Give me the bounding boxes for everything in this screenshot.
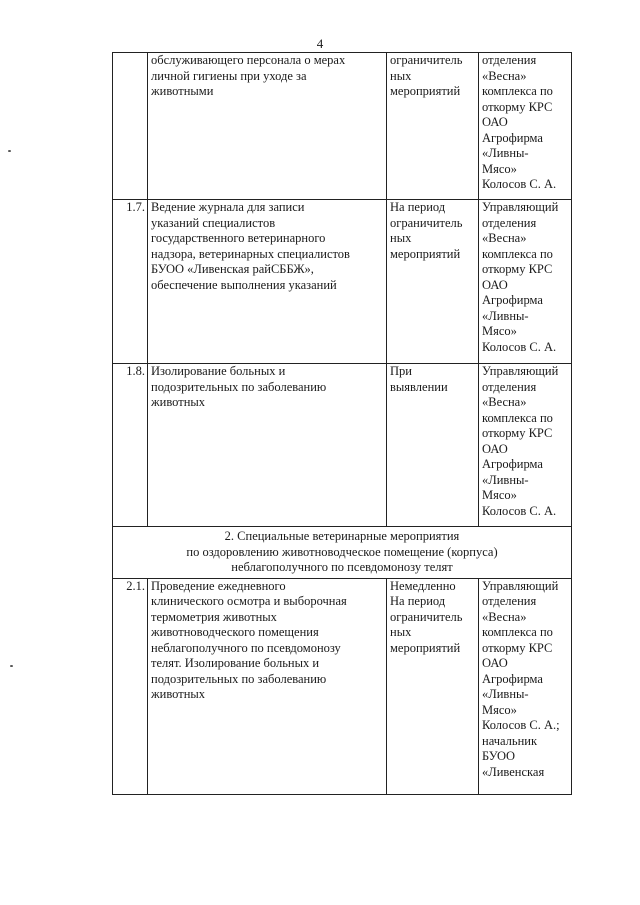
timing-cell: Немедленно На период ограничитель ных мероприятий — [387, 578, 479, 794]
row-number: 1.8. — [113, 364, 148, 527]
table-row — [113, 200, 572, 364]
responsible-cell: отделения «Весна» комплекса по откорму КРС ОАО Агрофирма «Ливны- Мясо» Колосов С. А. — [479, 53, 572, 200]
scan-speck — [8, 150, 11, 152]
table-row — [113, 578, 572, 794]
row-number: 1.7. — [113, 200, 148, 364]
table-row — [113, 53, 572, 200]
responsible-cell: Управляющий отделения «Весна» комплекса по откорму КРС ОАО Агрофирма «Ливны- Мясо» Колосов С. А.; начальник БУОО «Ливенская — [479, 578, 572, 794]
row-number: 2.1. — [113, 578, 148, 794]
measure-cell: Изолирование больных и подозрительных по заболеванию животных — [148, 364, 387, 527]
page-number: 4 — [316, 36, 324, 51]
scan-speck — [10, 665, 13, 667]
measure-cell: Проведение ежедневного клинического осмотра и выборочная термометрия животных животноводческого помещения неблагополучного по псевдомонозу телят. Изолирование больных и подозрительных по заболеванию животных — [148, 578, 387, 794]
timing-cell: На период ограничитель ных мероприятий — [387, 200, 479, 364]
row-number — [113, 53, 148, 200]
responsible-cell: Управляющий отделения «Весна» комплекса по откорму КРС ОАО Агрофирма «Ливны- Мясо» Колосов С. А. — [479, 364, 572, 527]
timing-cell: ограничитель ных мероприятий — [387, 53, 479, 200]
measures-table — [112, 52, 572, 795]
measure-cell: Ведение журнала для записи указаний специалистов государственного ветеринарного надзора, ветеринарных специалистов БУОО «Ливенская райСББЖ», обеспечение выполнения указаний — [148, 200, 387, 364]
timing-cell: При выявлении — [387, 364, 479, 527]
table-row — [113, 364, 572, 527]
section-header-row — [113, 527, 572, 579]
responsible-cell: Управляющий отделения «Весна» комплекса по откорму КРС ОАО Агрофирма «Ливны- Мясо» Колосов С. А. — [479, 200, 572, 364]
measure-cell: обслуживающего персонала о мерах личной гигиены при уходе за животными — [148, 53, 387, 200]
section-header: 2. Специальные ветеринарные мероприятия по оздоровлению животноводческое помещение (корпуса) неблагополучного по псевдомонозу телят — [113, 527, 572, 579]
